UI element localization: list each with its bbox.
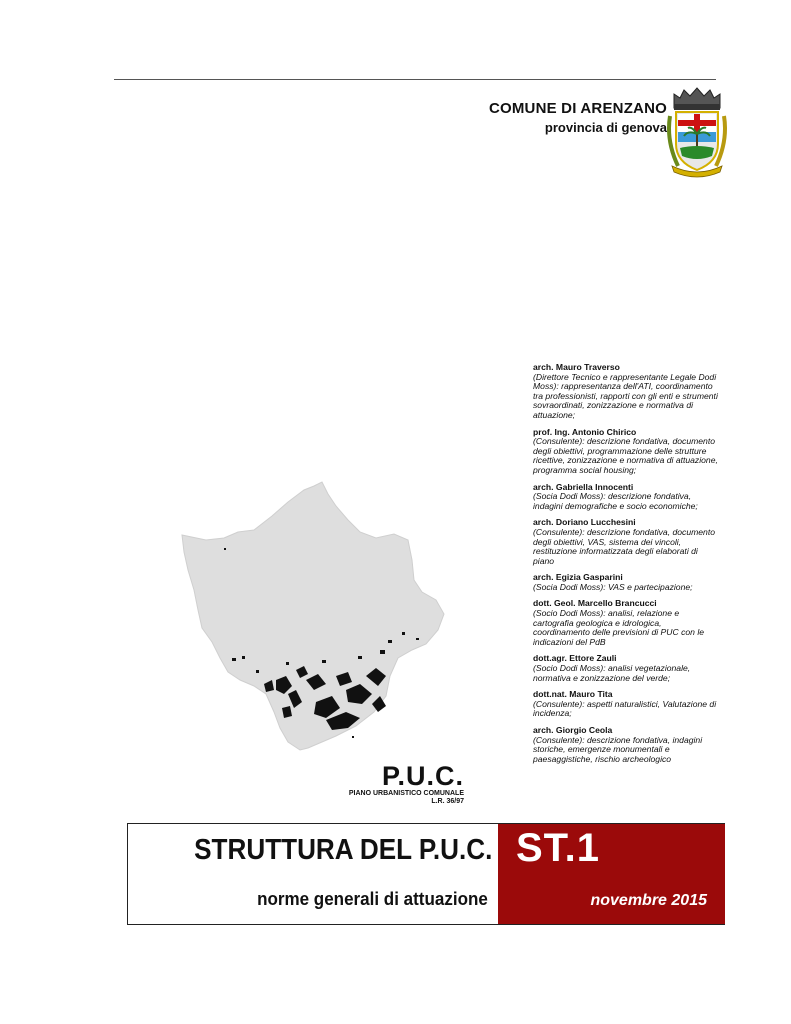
puc-subtitle: PIANO URBANISTICO COMUNALE <box>348 790 464 797</box>
territory-map-icon <box>176 480 456 755</box>
credit-entry <box>533 573 718 592</box>
province-name: provincia di genova <box>544 120 667 135</box>
credit-role: (Socio Dodi Moss): analisi, relazione e cartografia geologica e idrologica, coordinamento delle previsioni di PUC con le indicazioni del PdB <box>533 608 705 647</box>
credit-name: arch. Egizia Gasparini <box>533 572 623 583</box>
credit-entry <box>533 428 718 476</box>
document-title-box <box>127 823 725 925</box>
credit-name: dott. Geol. Marcello Brancucci <box>533 598 657 609</box>
credit-entry <box>533 518 718 566</box>
credit-role: (Consulente): aspetti naturalistici, Valutazione di incidenza; <box>533 698 717 719</box>
credit-role: (Socia Dodi Moss): descrizione fondativa, indagini demografiche e socio economiche; <box>533 491 698 511</box>
puc-title: P.U.C. <box>381 761 464 791</box>
title-panel <box>128 824 498 924</box>
credit-entry <box>533 363 718 421</box>
credit-role: (Consulente): descrizione fondativa, documento degli obiettivi, programmazione delle strutture ricettive, zonizzazione e normativa di attuazione, programma social housing; <box>533 436 718 475</box>
credit-role: (Consulente): descrizione fondativa, indagini storiche, emergenze monumentali e paesaggistiche, rischio archeologico <box>533 734 703 764</box>
credit-role: (Direttore Tecnico e rappresentante Legale Dodi Moss): rappresentanza dell'ATI, coordinamento tra professionisti, rapporti con gli enti e strumenti sovraordinati, zonizzazione e normativa di attuazione; <box>533 371 718 420</box>
credit-entry <box>533 690 718 719</box>
credit-name: dott.nat. Mauro Tita <box>533 689 613 700</box>
municipality-name: COMUNE DI ARENZANO <box>488 100 667 117</box>
puc-block <box>330 762 464 806</box>
credit-entry <box>533 599 718 647</box>
credit-role: (Socio Dodi Moss): analisi vegetazionale, normativa e zonizzazione del verde; <box>533 663 691 683</box>
credit-name: dott.agr. Ettore Zauli <box>533 653 617 664</box>
document-title: STRUTTURA DEL P.U.C. <box>193 834 492 866</box>
credit-name: arch. Mauro Traverso <box>533 362 620 372</box>
credit-name: prof. Ing. Antonio Chirico <box>533 426 637 437</box>
credit-role: (Socia Dodi Moss): VAS e partecipazione; <box>533 581 693 592</box>
top-divider <box>114 79 716 80</box>
document-date: novembre 2015 <box>590 892 707 909</box>
credit-name: arch. Giorgio Ceola <box>533 725 613 735</box>
code-panel <box>498 824 725 924</box>
credit-entry <box>533 726 718 764</box>
document-code: ST.1 <box>516 826 601 870</box>
credit-entry <box>533 483 718 512</box>
credits-list <box>533 363 718 771</box>
municipality-header <box>489 100 667 135</box>
credit-name: arch. Gabriella Innocenti <box>533 481 634 492</box>
credit-name: arch. Doriano Lucchesini <box>533 517 636 528</box>
puc-law: L.R. 36/97 <box>431 798 464 805</box>
credit-role: (Consulente): descrizione fondativa, documento degli obiettivi, VAS, sistema dei vincoli, restituzione informatizzata degli elaborati di piano <box>533 526 716 566</box>
credit-entry <box>533 654 718 683</box>
municipal-crest-icon <box>666 86 728 178</box>
document-subtitle: norme generali di attuazione <box>257 888 488 909</box>
